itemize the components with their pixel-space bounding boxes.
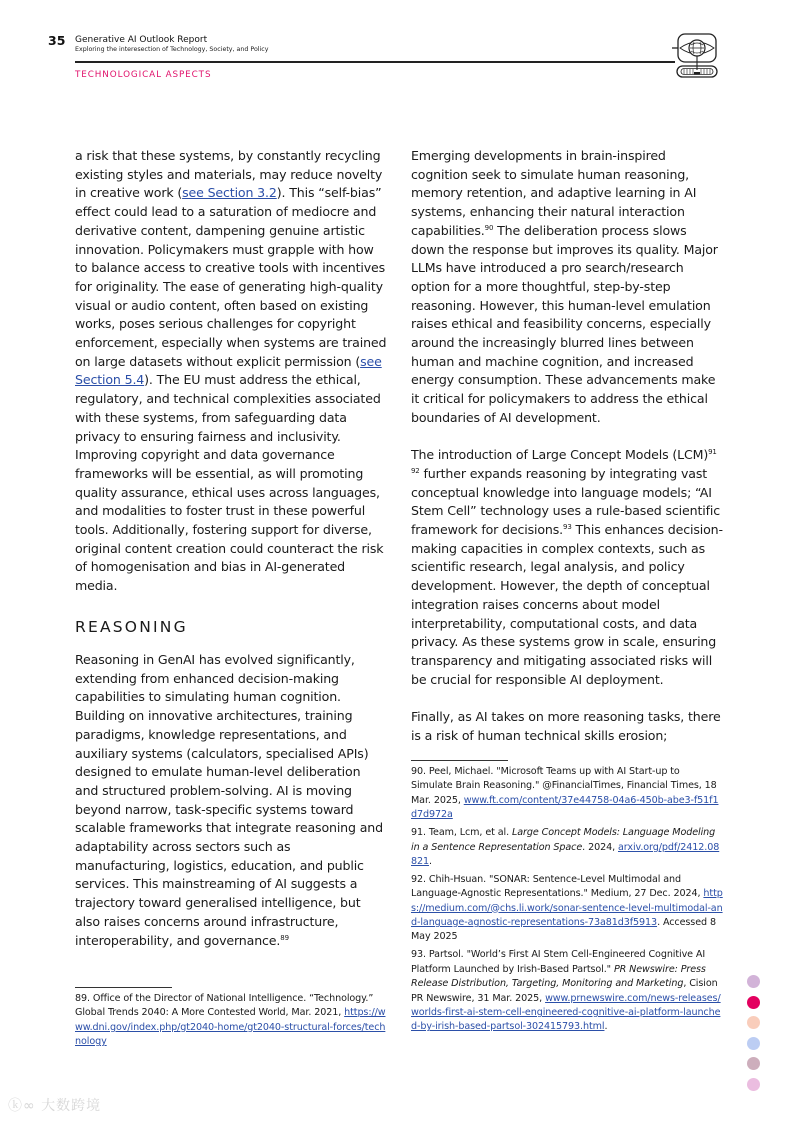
page-number: 35 — [48, 33, 66, 48]
footnote-93: 93. Partsol. "World’s First AI Stem Cell-Engineered Cognitive AI Platform Launched by Irish-Based Partsol." PR Newswire: Press Release Distribution, Targeting, Monitoring and Marketing, Cision PR Newswire, 31 Mar. 2025, www.prnewswire.com/news-releases/worlds-first-ai-stem-cell-engineered-cognitive-ai-platform-launched-by-irish-based-partsol-302415793.html. — [411, 949, 721, 1033]
paragraph-creative-risk: a risk that these systems, by constantly recycling existing styles and materials, may reduce novelty in creative work (see Section 3.2). This “self-bias” effect could lead to a saturation of mediocre and derivative content, dampening genuine artistic innovation. Policymakers must grapple with how to balance access to creative tools with incentives for originality. The ease of generating high-quality visual or audio content, often based on existing works, poses serious challenges for copyright enforcement, especially when systems are trained on large datasets without explicit permission (see Section 5.4). The EU must address the ethical, regulatory, and technical complexities associated with these systems, from safeguarding data privacy to ensuring fairness and inclusivity. Improving copyright and data governance frameworks will be essential, as will promoting quality assurance, ethical uses across languages, and modalities to foster trust in these powerful tools. Additionally, fostering support for diverse, original content creation could counteract the risk of homogenisation and bias in AI-generated media. — [75, 148, 387, 594]
side-dot[interactable] — [747, 975, 760, 988]
side-dot[interactable] — [747, 1078, 760, 1091]
report-subtitle: Exploring the interesection of Technology, Society, and Policy — [75, 46, 269, 53]
side-dot[interactable] — [747, 1057, 760, 1070]
brain-chip-logo-icon — [672, 32, 722, 80]
paragraph-lcm: The introduction of Large Concept Models (LCM)$^{91}$ $^{92}$ further expands reasoning by integrating vast conceptual knowledge into language models; “AI Stem Cell” technology uses a rule-based scientific framework for decisions.$^{93}$ This enhances decision-making capacities in complex contexts, such as scientific research, legal analysis, and policy development. However, the depth of conceptual integration raises concerns about model interpretability, computational costs, and data privacy. As these systems grow in scale, ensuring transparency and mitigating associated risks will be crucial for responsible AI deployment. — [411, 447, 723, 687]
footnote-91: 91. Team, Lcm, et al. Large Concept Models: Language Modeling in a Sentence Representation Space. 2024, arxiv.org/pdf/2412.08821. — [411, 827, 720, 867]
header-rule — [75, 61, 675, 63]
footnote-ref-91[interactable]: 91 — [708, 448, 717, 457]
left-column — [75, 147, 387, 596]
section-heading-reasoning: REASONING — [75, 618, 188, 636]
footnote-rule-right — [411, 760, 508, 761]
footnote-92-link[interactable]: https://medium.com/@chs.li.work/sonar-sentence-level-multimodal-and-language-agnostic-representations-73a81d3f5913 — [411, 888, 723, 929]
paragraph-brain-inspired: Emerging developments in brain-inspired cognition seek to simulate human reasoning, memory retention, and adaptive learning in AI systems, enhancing their natural interaction capabilities.$^{90}$ The deliberation process slows down the response but improves its quality. Major LLMs have introduced a pro search/research option for a more thoughtful, step-by-step reasoning. However, this human-level emulation raises ethical and feasibility concerns, especially around the increasingly blurred lines between human and machine cognition, and increased energy consumption. These advancements make it critical for policymakers to address the ethical boundaries of AI development. — [411, 148, 718, 425]
paragraph-skills-erosion: Finally, as AI takes on more reasoning tasks, there is a risk of human technical skills erosion; — [411, 709, 721, 743]
footnote-ref-92[interactable]: 92 — [411, 466, 420, 475]
side-dot[interactable] — [747, 996, 760, 1009]
footnote-rule-left — [75, 987, 172, 988]
link-section-5-4[interactable]: see Section 5.4 — [75, 353, 382, 388]
side-dot-navigation — [747, 975, 763, 1098]
footnotes-right — [411, 765, 723, 1038]
right-column — [411, 147, 723, 745]
footnote-91-link[interactable]: arxiv.org/pdf/2412.08821 — [411, 841, 720, 867]
side-dot[interactable] — [747, 1037, 760, 1050]
left-column-reasoning — [75, 651, 387, 950]
footnote-ref-90[interactable]: 90 — [484, 223, 494, 232]
watermark: ⓚ∞ 大数跨境 — [8, 1098, 102, 1114]
footnote-89-link[interactable]: https://www.dni.gov/index.php/gt2040-home/gt2040-structural-forces/technology — [75, 1007, 386, 1048]
paragraph-reasoning-intro: Reasoning in GenAI has evolved significantly, extending from enhanced decision-making capabilities to simulating human cognition. Building on innovative architectures, training paradigms, knowledge representations, and auxiliary systems (calculators, specialised APIs) designed to emulate human-level deliberation and structured problem-solving. AI is moving beyond narrow, task-specific systems toward scalable frameworks that integrate reasoning and adaptability across sectors such as manufacturing, logistics, education, and public services. This mainstreaming of AI suggests a trajectory toward generalised intelligence, but also raises concerns around infrastructure, interoperability, and governance.$^{89}$ — [75, 652, 383, 948]
footnote-ref-89[interactable]: 89 — [280, 933, 289, 942]
section-tag: TECHNOLOGICAL ASPECTS — [75, 70, 212, 80]
footnote-89: 89. Office of the Director of National Intelligence. “Technology.” Global Trends 2040: A More Contested World, Mar. 2021, https://www.dni.gov/index.php/gt2040-home/gt2040-structural-forces/technology — [75, 993, 386, 1048]
footnote-93-link[interactable]: www.prnewswire.com/news-releases/worlds-first-ai-stem-cell-engineered-cognitive-ai-platform-launched-by-irish-based-partsol-302415793.html — [411, 992, 721, 1033]
footnote-90-link[interactable]: www.ft.com/content/37e44758-04a6-450b-abe3-f51f1d7d972a — [411, 794, 719, 821]
footnote-92: 92. Chih-Hsuan. "SONAR: Sentence-Level Multimodal and Language-Agnostic Representations." Medium, 27 Dec. 2024, https://medium.com/@chs.li.work/sonar-sentence-level-multimodal-and-language-agnostic-representations-73a81d3f5913. Accessed 8 May 2025 — [411, 873, 723, 943]
link-section-3-2[interactable]: see Section 3.2 — [182, 185, 277, 201]
footnotes-left — [75, 992, 387, 1053]
side-dot[interactable] — [747, 1016, 760, 1029]
footnote-90: 90. Peel, Michael. "Microsoft Teams up with AI Start-up to Simulate Brain Reasoning." @FinancialTimes, Financial Times, 18 Mar. 2025, www.ft.com/content/37e44758-04a6-450b-abe3-f51f1d7d972a — [411, 766, 719, 821]
report-title: Generative AI Outlook Report — [75, 35, 208, 45]
watermark-logo-icon: ⓚ∞ — [8, 1098, 42, 1114]
footnote-ref-93[interactable]: 93 — [563, 523, 572, 532]
